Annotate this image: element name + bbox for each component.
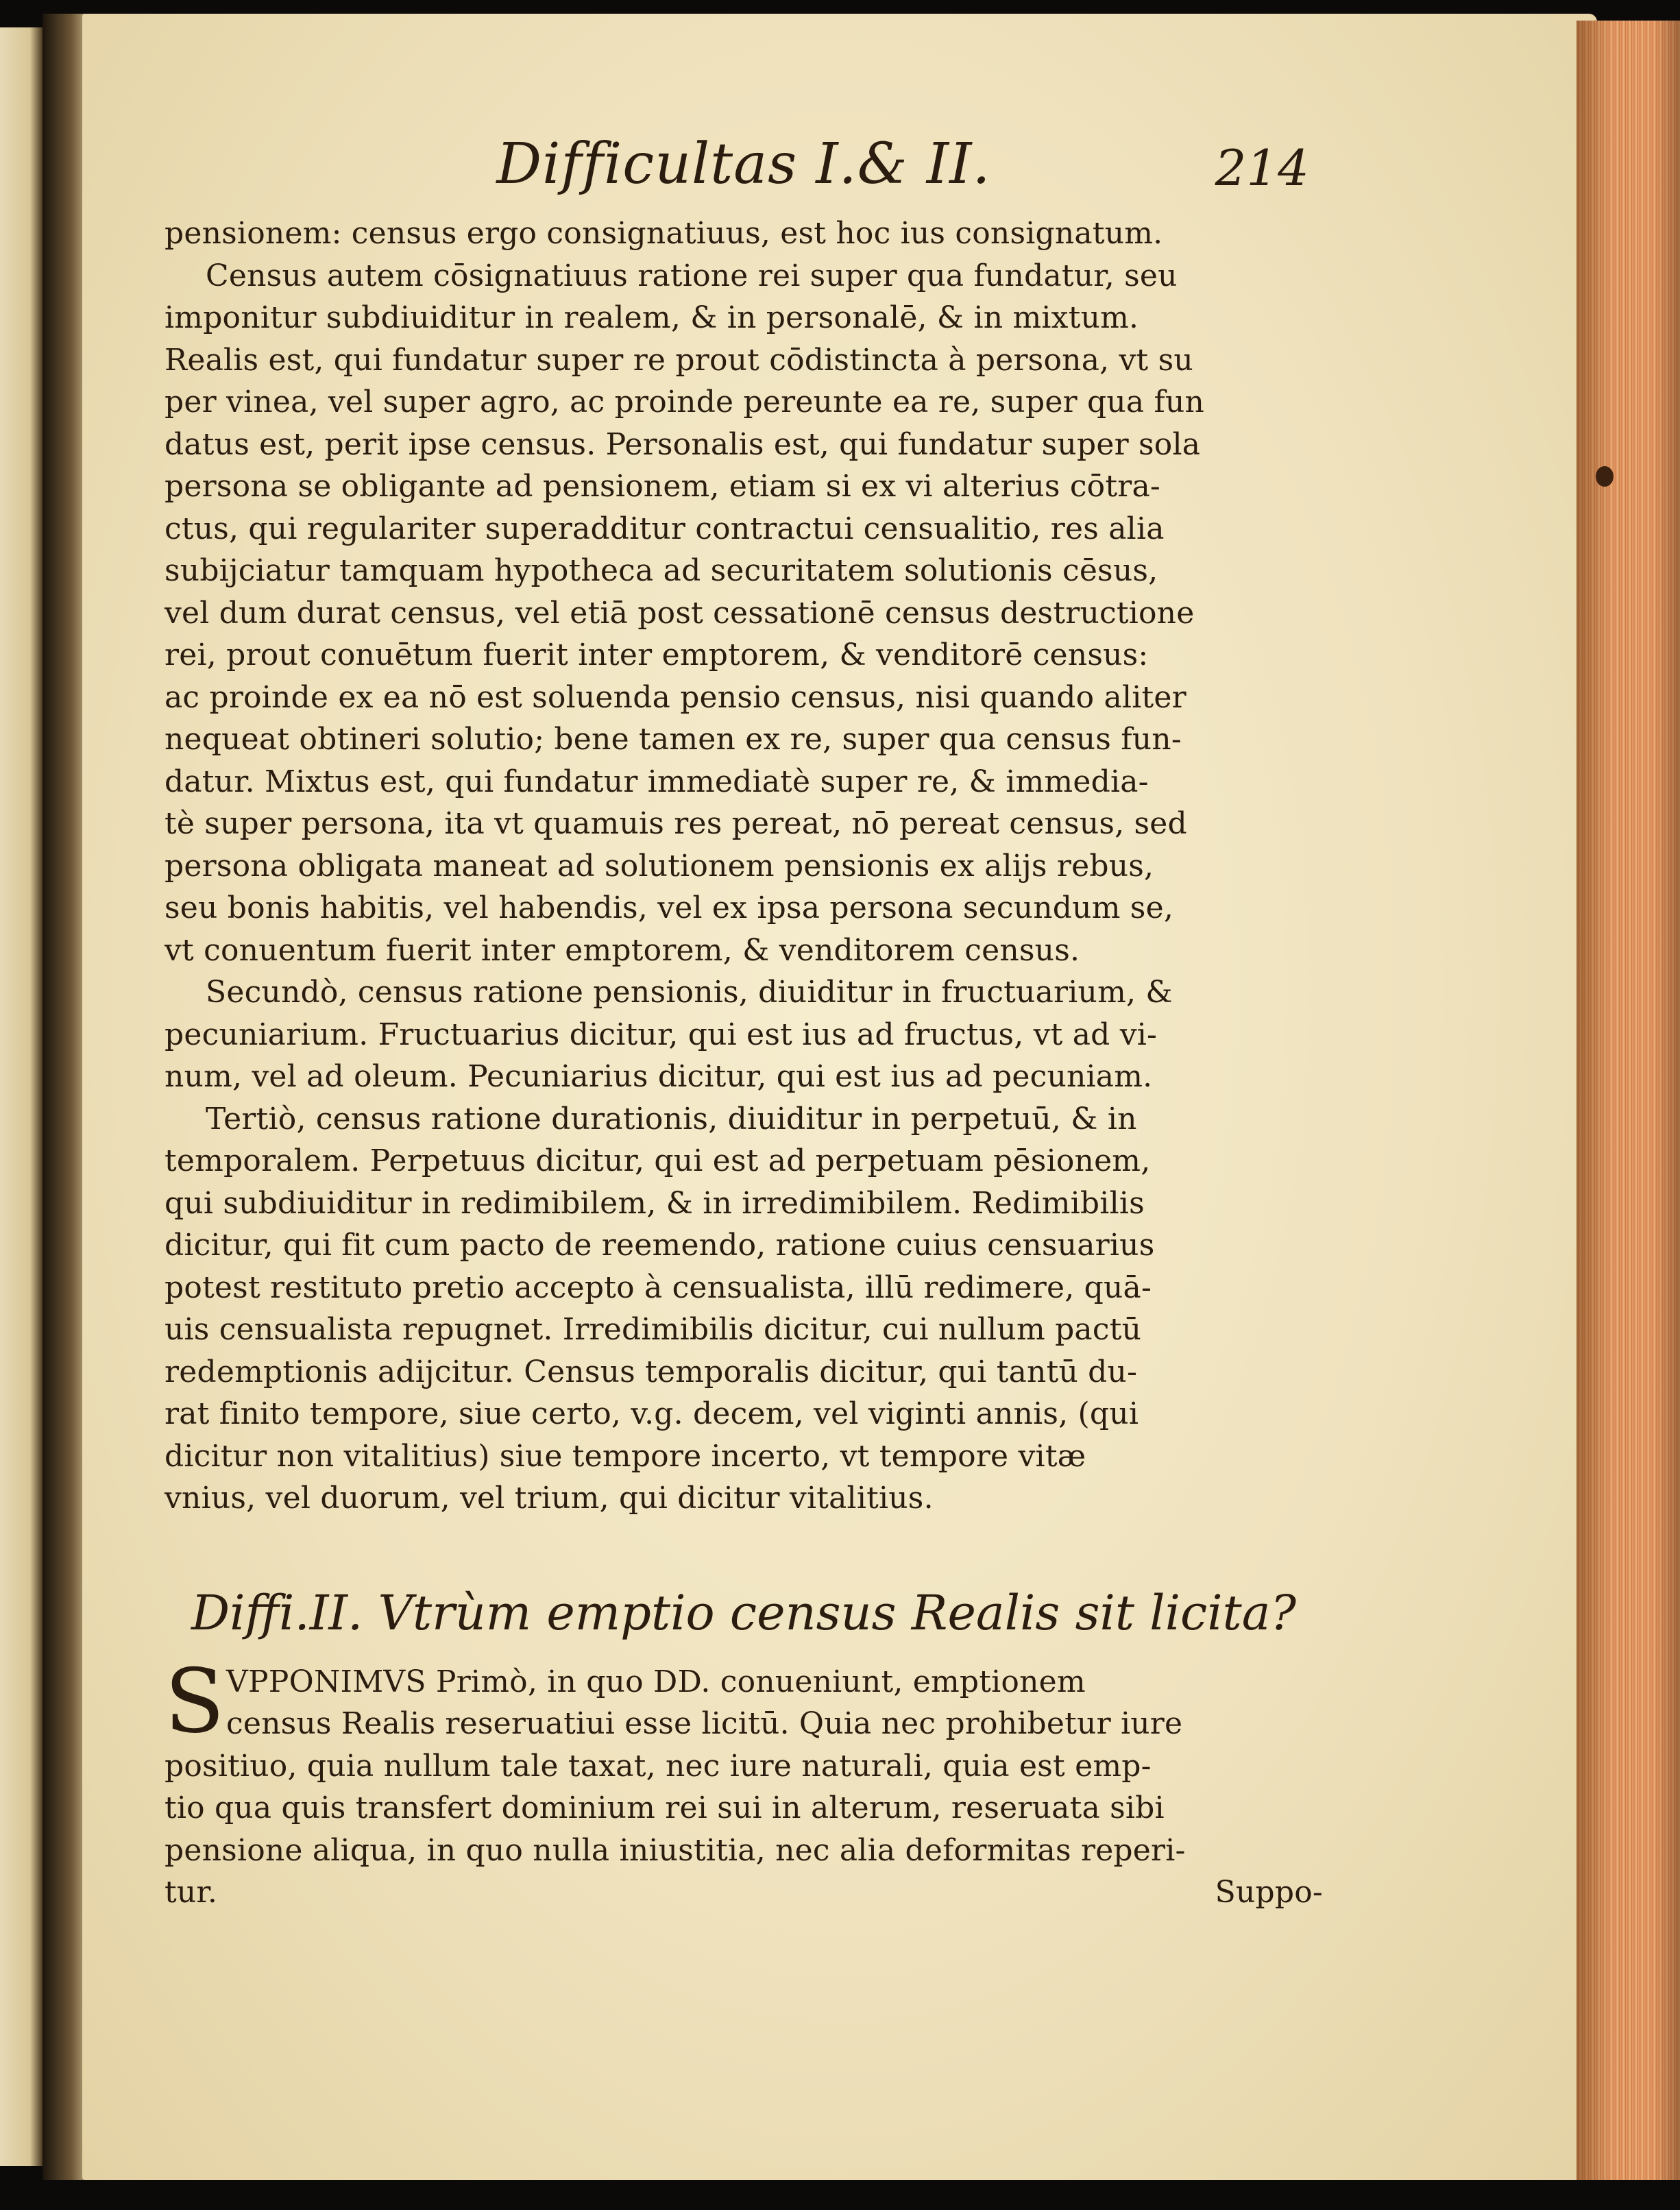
text-line: Realis est, qui fundatur super re prout cōdistincta à persona, vt su (165, 342, 1193, 378)
text-line: tè super persona, ita vt quamuis res pereat, nō pereat census, sed (165, 806, 1187, 841)
text-line: datus est, perit ipse census. Personalis est, qui fundatur super sola (165, 426, 1201, 462)
text-line: persona obligata maneat ad solutionem pensionis ex alijs rebus, (165, 848, 1154, 884)
text-line: dicitur, qui fit cum pacto de reemendo, ratione cuius censuarius (165, 1228, 1155, 1263)
previous-page-edge (0, 27, 42, 2166)
text-line: ac proinde ex ea nō est soluenda pensio census, nisi quando aliter (165, 679, 1186, 715)
text-line: imponitur subdiuiditur in realem, & in personalē, & in mixtum. (165, 300, 1139, 335)
text-line: datur. Mixtus est, qui fundatur immediatè super re, & immedia- (165, 764, 1149, 799)
fore-edge-shading (1576, 21, 1680, 2180)
text-line: tur. (165, 1875, 218, 1910)
section-one (165, 212, 1323, 1520)
text-line: per vinea, vel super agro, ac proinde pereunte ea re, super qua fun (165, 385, 1205, 420)
page-number: 214 (1215, 139, 1309, 197)
text-line: vt conuentum fuerit inter emptorem, & venditorem census. (165, 932, 1080, 968)
text-line: Census autem cōsignatiuus ratione rei super qua fundatur, seu (206, 258, 1178, 293)
last-line (165, 1871, 1323, 1914)
text-line: VPPONIMVS Primò, in quo DD. conueniunt, emptionem (226, 1664, 1086, 1699)
text-line: tio qua quis transfert dominium rei sui in alterum, reseruata sibi (165, 1790, 1165, 1825)
running-head-title: Difficultas I.& II. (496, 132, 991, 197)
text-line: vnius, vel duorum, vel trium, qui dicitur vitalitius. (165, 1481, 934, 1516)
bottom-edge (0, 2180, 1680, 2210)
text-line: ctus, qui regulariter superadditur contractui censualitio, res alia (165, 511, 1165, 546)
text-line: num, vel ad oleum. Pecuniarius dicitur, qui est ius ad pecuniam. (165, 1059, 1153, 1094)
page-text (165, 110, 1323, 1914)
text-line: redemptionis adijcitur. Census temporalis dicitur, qui tantū du- (165, 1354, 1138, 1389)
text-line: uis censualista repugnet. Irredimibilis dicitur, cui nullum pactū (165, 1312, 1142, 1347)
text-line: dicitur non vitalitius) siue tempore incerto, vt tempore vitæ (165, 1438, 1086, 1474)
text-line: potest restituto pretio accepto à censualista, illū redimere, quā- (165, 1270, 1152, 1305)
text-line: census Realis reseruatiui esse licitū. Quia nec prohibetur iure (226, 1706, 1183, 1741)
text-line: pensionem: census ergo consignatiuus, est hoc ius consignatum. (165, 216, 1163, 251)
text-line: qui subdiuiditur in redimibilem, & in irredimibilem. Redimibilis (165, 1185, 1145, 1221)
text-line: Secundò, census ratione pensionis, diuiditur in fructuarium, & (206, 975, 1173, 1010)
section-heading: Diffi.II. Vtrùm emptio census Realis sit licita? (191, 1584, 1297, 1641)
ink-stain (1596, 466, 1614, 487)
text-line: seu bonis habitis, vel habendis, vel ex ipsa persona secundum se, (165, 890, 1174, 925)
text-line: rat finito tempore, siue certo, v.g. decem, vel viginti annis, (qui (165, 1396, 1139, 1431)
text-line: persona se obligante ad pensionem, etiam si ex vi alterius cōtra- (165, 469, 1160, 504)
text-line: pensione aliqua, in quo nulla iniustitia, nec alia deformitas reperi- (165, 1832, 1186, 1868)
section-two (165, 1650, 1323, 1914)
running-head (165, 110, 1323, 212)
text-line: vel dum durat census, vel etiā post cessationē census destructione (165, 595, 1195, 631)
text-line: Tertiò, census ratione durationis, diuiditur in perpetuū, & in (206, 1101, 1137, 1137)
drop-cap: S (165, 1650, 225, 1753)
text-line: rei, prout conuētum fuerit inter emptorem, & venditorē census: (165, 638, 1149, 672)
text-line: positiuo, quia nullum tale taxat, nec iure naturali, quia est emp- (165, 1748, 1152, 1784)
text-line: pecuniarium. Fructuarius dicitur, qui est ius ad fructus, vt ad vi- (165, 1017, 1158, 1052)
text-line: nequeat obtineri solutio; bene tamen ex re, super qua census fun- (165, 722, 1182, 757)
text-line: subijciatur tamquam hypotheca ad securitatem solutionis cēsus, (165, 553, 1158, 588)
catchword: Suppo- (1215, 1875, 1323, 1910)
text-line: temporalem. Perpetuus dicitur, qui est ad perpetuam pēsionem, (165, 1143, 1151, 1178)
